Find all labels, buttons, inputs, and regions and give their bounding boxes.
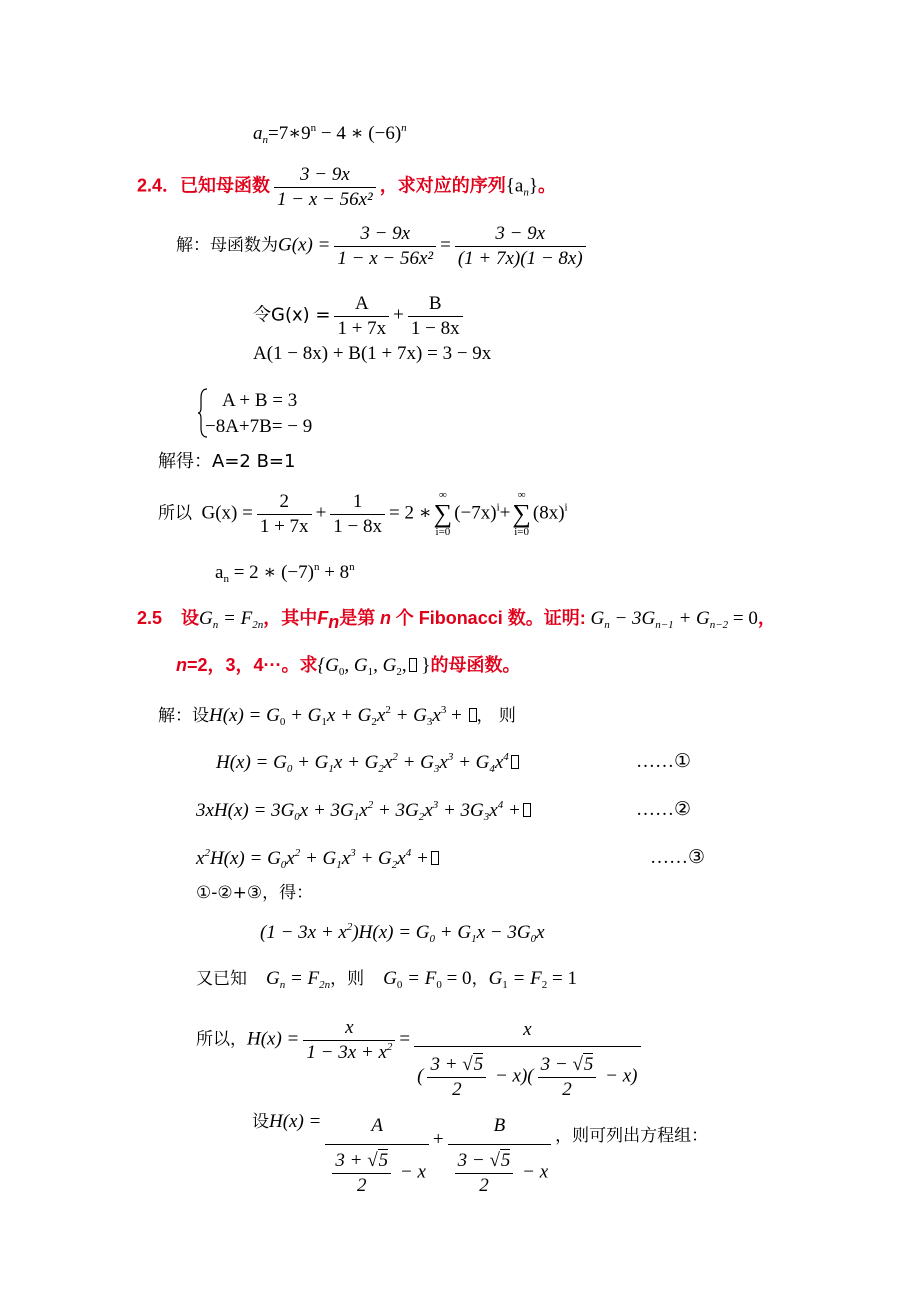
hx-partial-fractions: 设H(x) = A $\frac{3 + √5}{2}$ − x + B $\frac{3 - √5}{2}$ − x ，则可列出方程组：: [252, 1111, 709, 1196]
missing-glyph-box: [409, 658, 417, 672]
missing-glyph-box: [469, 708, 477, 722]
problem-2-4: 2.4．已知母函数 $\frac{3 - 9x}{\text{1 − x − 56x²}}$ ，求对应的序列$\{a_n\}$。: [137, 164, 556, 210]
missing-glyph-box: [431, 851, 439, 865]
missing-glyph-box: [511, 755, 519, 769]
problem-2-5-line2: n=2，3，4···。求{$G_0$, $G_1$, $G_2$, }的母函数。: [176, 655, 521, 678]
partial-fraction-setup: 令G(x) = $\frac{A}{1 + 7x}$ + $\frac{B}{1 - 8x}$: [253, 292, 467, 341]
equation-3: $x^2H(x) = G_0x^2 + G_1x^3 + G_2x^4$ +: [196, 848, 439, 871]
problem-2-5: 2.5 设$G_n = F_{2n}$，其中$F_n$是第 n 个 Fibonacci 数。证明: $G_n - 3G_{n-1} + G_{n-2} = 0$，: [137, 608, 776, 632]
known-values: 又已知 $G_n = F_{2n}$，则 $G_0 = F_0 = 0$，$G_1 = F_2 = 1$: [196, 968, 577, 991]
an-formula-top: $a_n=7∗9^n - 4$ ∗ $(-6)^n$: [253, 122, 407, 146]
system-eq-1: A + B = 3: [222, 390, 298, 411]
equation-1: $H(x) = G_0 + G_1x + G_2x^2 + G_3x^3 + G_4x^4$: [216, 752, 519, 775]
system-eq-2: −8A+7B= − 9: [205, 416, 313, 437]
an-result: $a_n = 2$ ∗ $(-7)^n + 8^n$: [215, 561, 355, 585]
tag-3: ……③: [650, 847, 706, 868]
solution-gen-fn: 解：母函数为G(x) = $\frac{3 - 9x}{\text{1 − x − 56x²}}$ = $\frac{3 - 9x}{(1 + 7x)(1 - 8x)}$: [176, 222, 590, 271]
solved-values: 解得：A=2 B=1: [158, 451, 296, 472]
equation-2: $3xH(x) = 3G_0x + 3G_1x^2 + 3G_2x^3 + 3G_3x^4$ +: [196, 800, 531, 823]
gen-fn-fraction: $\frac{3 - 9x}{\text{1 − x − 56x²}}$: [274, 163, 376, 212]
tag-2: ……②: [636, 799, 692, 820]
tag-1: ……①: [636, 751, 692, 772]
sum-symbol: ∞ ∑ i=0: [512, 489, 531, 539]
series-expansion: 所以 G(x) = $\frac{2}{1 + 7x}$ + $\frac{1}{1 - 8x}$ = 2 ∗∞ ∑ $i=0(-7x)^i+\infty$ ∑ $i=0(8x)^i$: [158, 489, 568, 539]
combined-equation: $(1 - 3x + x^2)H(x) = G_0 + G_1x - 3G_0x$: [260, 921, 545, 945]
combine-label: ①-②+③，得：: [196, 883, 314, 903]
coefficient-equation: A(1 − 8x) + B(1 + 7x) = 3 − 9x: [253, 343, 492, 364]
solution-2-5-def: 解：设$H(x) = G_0 + G_1x + G_2x^2 + G_3x^3$ + ， 则: [158, 704, 516, 728]
missing-glyph-box: [523, 803, 531, 817]
sum-symbol: ∞ ∑ i=0: [433, 489, 453, 539]
hx-closed-form: 所以，H(x) = $\frac{x}{1 - 3x + x^2}$ = x ( $\frac{3 + √5}{2}$ − x)( $\frac{3 - √5}{2}$ − x): [196, 1016, 645, 1101]
